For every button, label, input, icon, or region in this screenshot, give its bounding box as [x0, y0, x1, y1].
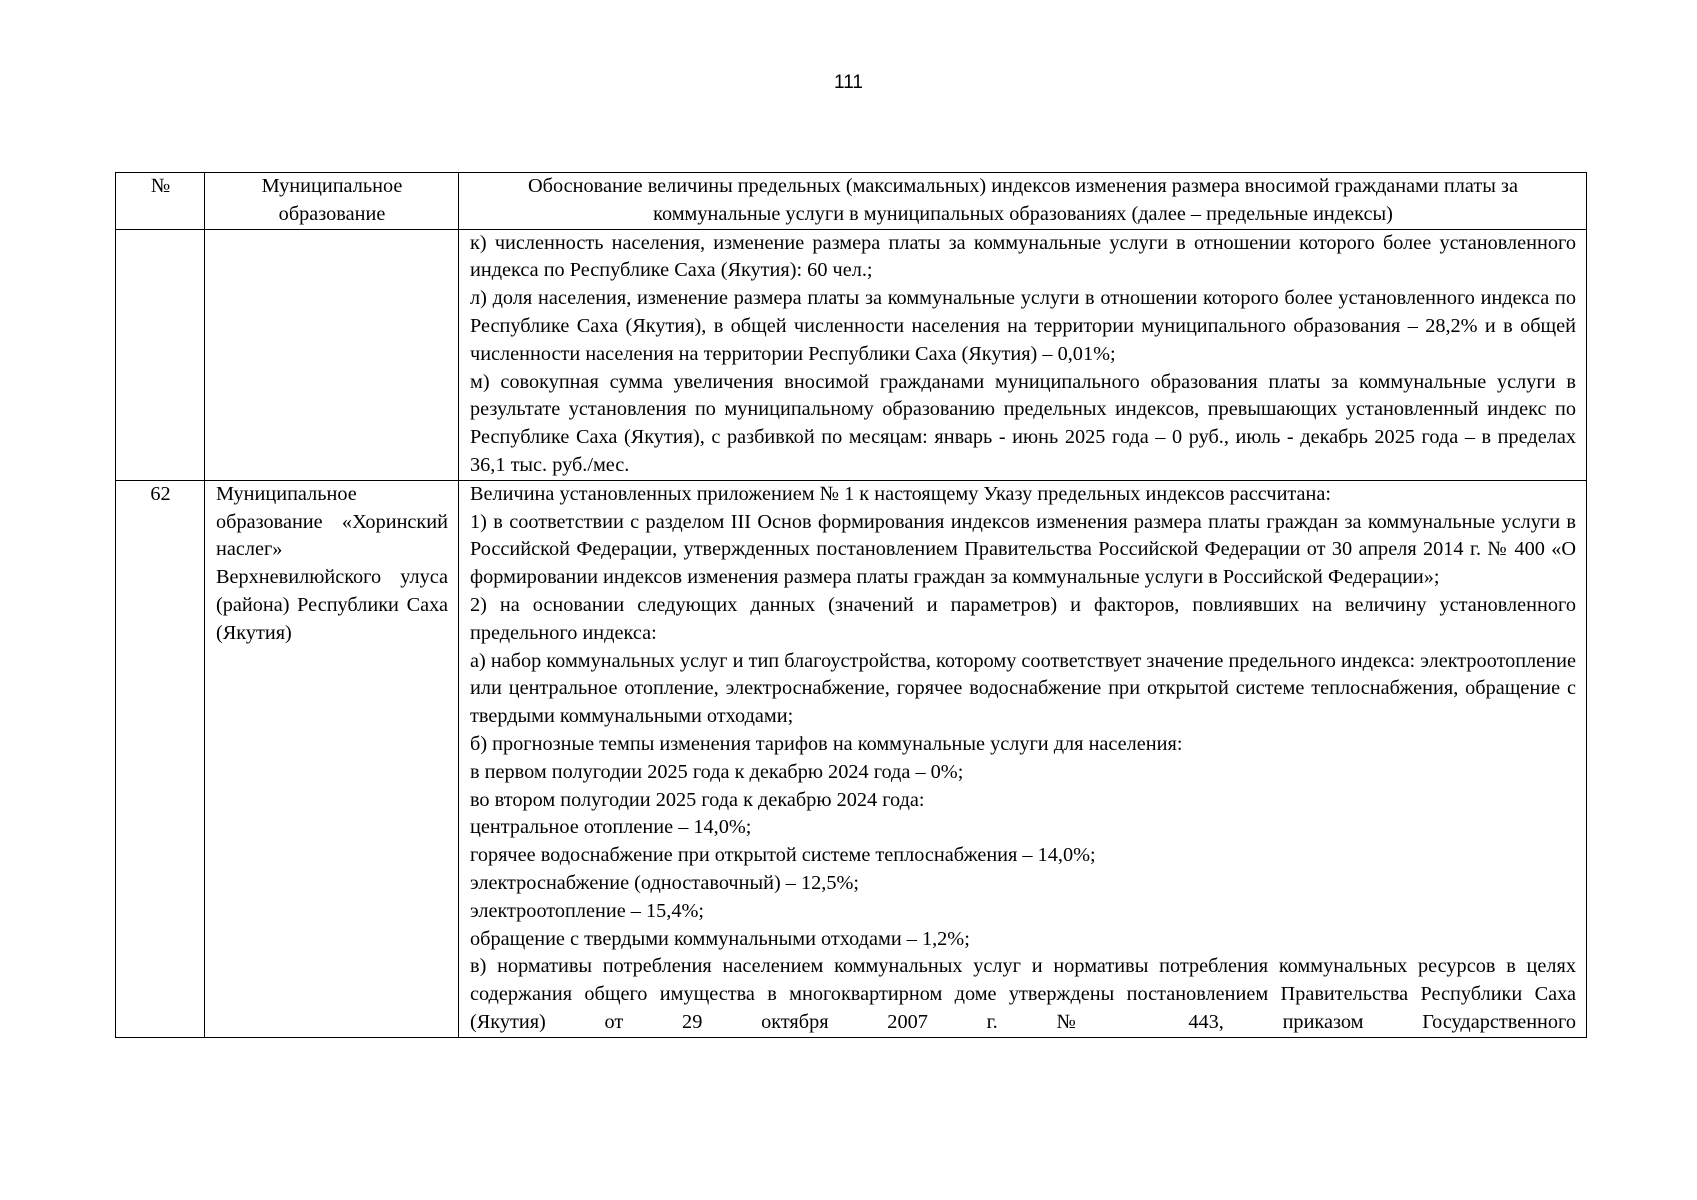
- justification-paragraph: Величина установленных приложением № 1 к настоящему Указу предельных индексов рассчитана:: [470, 482, 1332, 505]
- table-row: [116, 229, 1587, 480]
- justification-paragraph: к) численность населения, изменение размера платы за коммунальные услуги в отношении которого более установленного индекса по Республике Саха (Якутия): 60 чел.;: [470, 231, 1576, 282]
- justification-paragraph: во втором полугодии 2025 года к декабрю 2024 года:: [470, 788, 925, 811]
- table-row: [116, 480, 1587, 1037]
- justification-paragraph: б) прогнозные темпы изменения тарифов на коммунальные услуги для населения:: [470, 732, 1183, 755]
- justification-paragraph: а) набор коммунальных услуг и тип благоустройства, которому соответствует значение предельного индекса: электроотопление или центральное отопление, электроснабжение, горячее водоснабжение при открытой системе теплоснабжения, обращение с твердыми коммунальными отходами;: [470, 649, 1576, 728]
- municipality-cell: Муниципальное образование «Хоринский наслег» Верхневилюйского улуса (района) Республики Саха (Якутия): [205, 480, 459, 1037]
- justification-paragraph: л) доля населения, изменение размера платы за коммунальные услуги в отношении которого более установленного индекса по Республике Саха (Якутия), в общей численности населения на территории муниципального образования – 28,2% и в общей численности населения на территории Республики Саха (Якутия) – 0,01%;: [470, 287, 1576, 365]
- justification-cell: [459, 480, 1587, 1037]
- column-header-justification: Обоснование величины предельных (максимальных) индексов изменения размера вносимой гражданами платы за коммунальные услуги в муниципальных образованиях (далее – предельные индексы): [459, 173, 1587, 230]
- justification-paragraph: в первом полугодии 2025 года к декабрю 2024 года – 0%;: [470, 760, 964, 783]
- justification-paragraph: 2) на основании следующих данных (значений и параметров) и факторов, повлиявших на величину установленного предельного индекса:: [470, 593, 1576, 644]
- justification-paragraph: электроснабжение (одноставочный) – 12,5%;: [470, 871, 860, 894]
- municipality-cell: [205, 229, 459, 480]
- justification-paragraph: 1) в соответствии с разделом III Основ формирования индексов изменения размера платы граждан за коммунальные услуги в Российской Федерации, утвержденных постановлением Правительства Российской Федерации от 30 апреля 2014 г. № 400 «О формировании индексов изменения размера платы граждан за коммунальные услуги в Российской Федерации»;: [470, 510, 1576, 589]
- justification-paragraph: в) нормативы потребления населением коммунальных услуг и нормативы потребления коммунальных ресурсов в целях содержания общего имущества в многоквартирном доме утверждены постановлением Правительства Республики Саха (Якутия) от 29 октября 2007 г. № 443, приказом Государственного: [470, 955, 1576, 1033]
- justification-paragraph: обращение с твердыми коммунальными отходами – 1,2%;: [470, 927, 970, 950]
- justification-table: [115, 172, 1587, 1038]
- row-number-cell: [116, 229, 205, 480]
- row-number-cell: 62: [116, 480, 205, 1037]
- justification-paragraph: центральное отопление – 14,0%;: [470, 816, 752, 839]
- justification-cell: [459, 229, 1587, 480]
- column-header-number: №: [116, 173, 205, 230]
- page-number: 111: [834, 72, 863, 93]
- table-header-row: [116, 173, 1587, 230]
- justification-paragraph: м) совокупная сумма увеличения вносимой гражданами муниципального образования платы за коммунальные услуги в результате установления по муниципальному образованию предельных индексов, превышающих установленный индекс по Республике Саха (Якутия), с разбивкой по месяцам: январь - июнь 2025 года – 0 руб., июль - декабрь 2025 года – в пределах 36,1 тыс. руб./мес.: [470, 370, 1576, 476]
- justification-paragraph: электроотопление – 15,4%;: [470, 899, 705, 922]
- column-header-municipality: Муниципальное образование: [205, 173, 459, 230]
- justification-paragraph: горячее водоснабжение при открытой системе теплоснабжения – 14,0%;: [470, 844, 1096, 867]
